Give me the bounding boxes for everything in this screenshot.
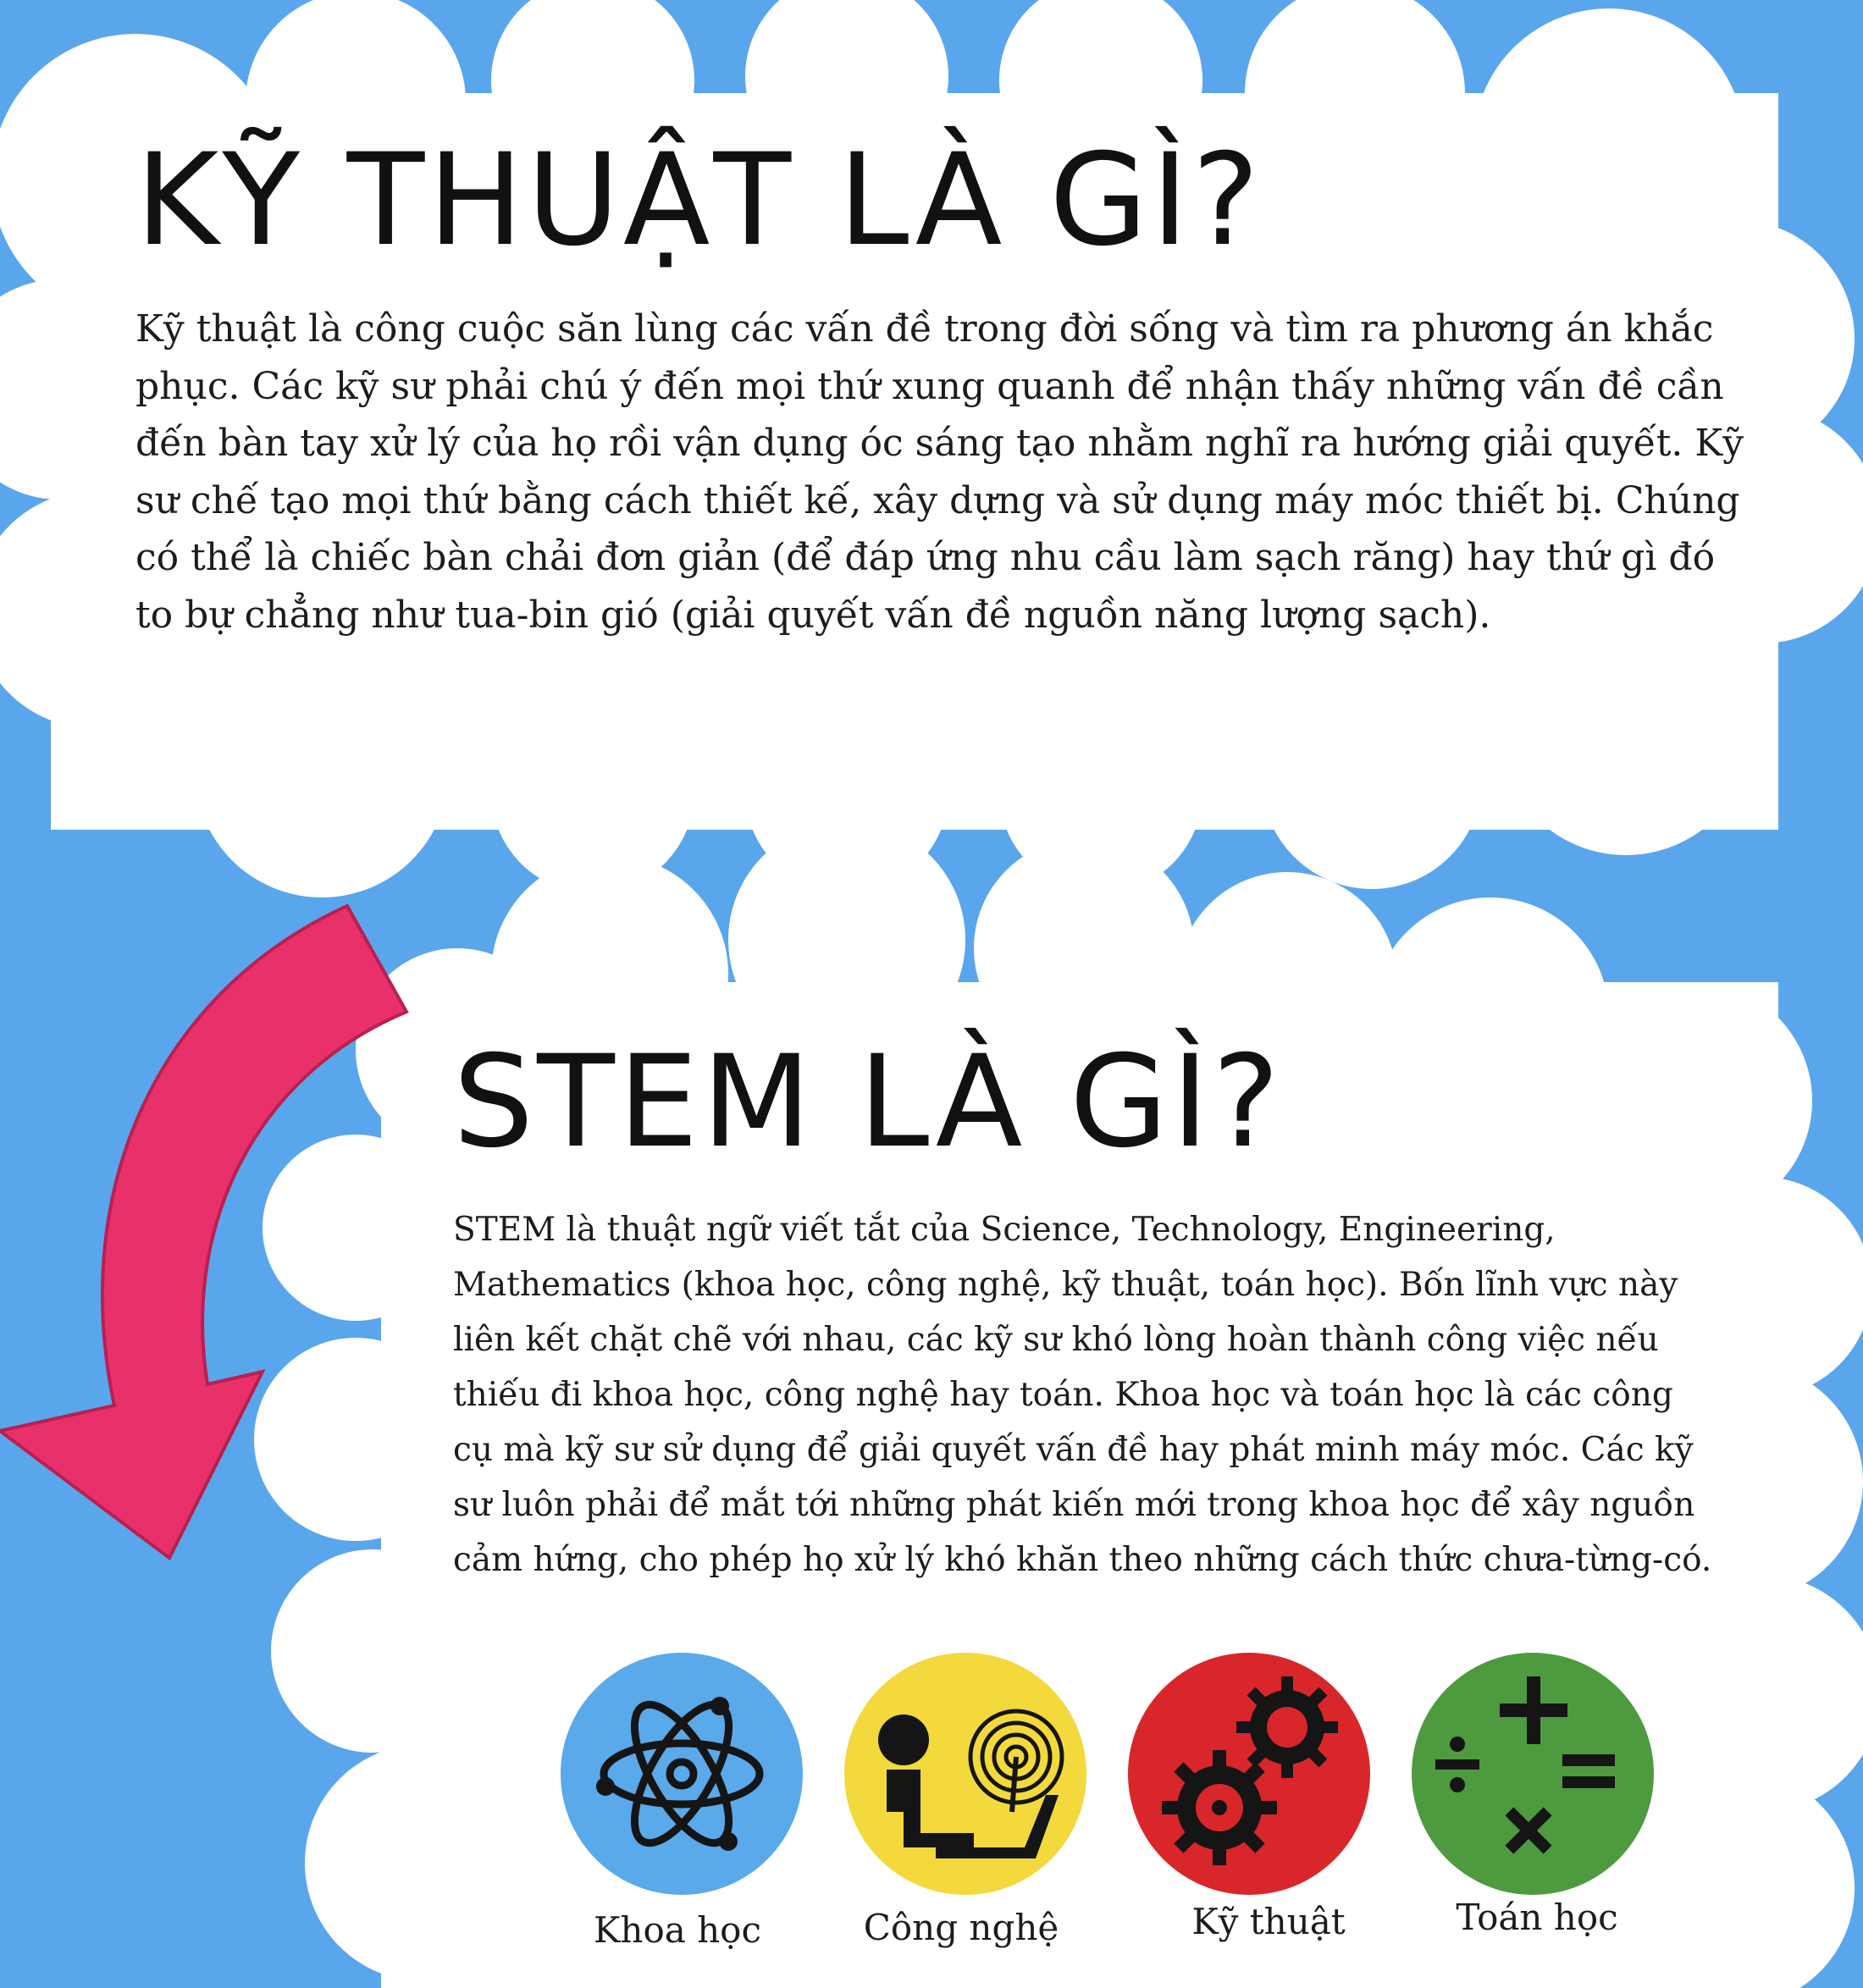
person-laptop-icon (843, 1651, 1088, 1897)
section2-title: STEM LÀ GÌ? (453, 1029, 1284, 1176)
label-khoa-hoc: Khoa học (594, 1909, 761, 1951)
section1-title: KỸ THUẬT LÀ GÌ? (135, 127, 1263, 274)
section1-body: Kỹ thuật là công cuộc săn lùng các vấn đề trong đời sống và tìm ra phương án khắc phục. Các kỹ sư phải chú ý đến mọi thứ xung quanh để nhận thấy những vấn đề cần đến bàn tay xử lý của họ rồi vận dụng óc sáng tạo nhằm nghĩ ra hướng giải quyết. Kỹ sư chế tạo mọi thứ bằng cách thiết kế, xây dựng và sử dụng máy móc thiết bị. Chúng có thể là chiếc bàn chải đơn giản (để đáp ứng nhu cầu làm sạch răng) hay thứ gì đó to bự chẳng như tua-bin gió (giải quyết vấn đề nguồn năng lượng sạch). (135, 307, 1744, 637)
gears-icon (1126, 1651, 1372, 1897)
math-symbols-icon (1410, 1651, 1656, 1897)
label-cong-nghe: Công nghệ (863, 1907, 1059, 1948)
atom-icon (559, 1651, 804, 1897)
section2-body: STEM là thuật ngữ viết tắt của Science, Technology, Engineering, Mathematics (khoa học, công nghệ, kỹ thuật, toán học). Bốn lĩnh vực này liên kết chặt chẽ với nhau, các kỹ sư khó lòng hoàn thành công việc nếu thiếu đi khoa học, công nghệ hay toán. Khoa học và toán học là các công cụ mà kỹ sư sử dụng để giải quyết vấn đề hay phát minh máy móc. Các kỹ sư luôn phải để mắt tới những phát kiến mới trong khoa học để xây nguồn cảm hứng, cho phép họ xử lý khó khăn theo những cách thức chưa-từng-có. (453, 1211, 1712, 1579)
label-ky-thuat: Kỹ thuật (1191, 1901, 1346, 1942)
label-toan-hoc: Toán học (1456, 1897, 1618, 1938)
